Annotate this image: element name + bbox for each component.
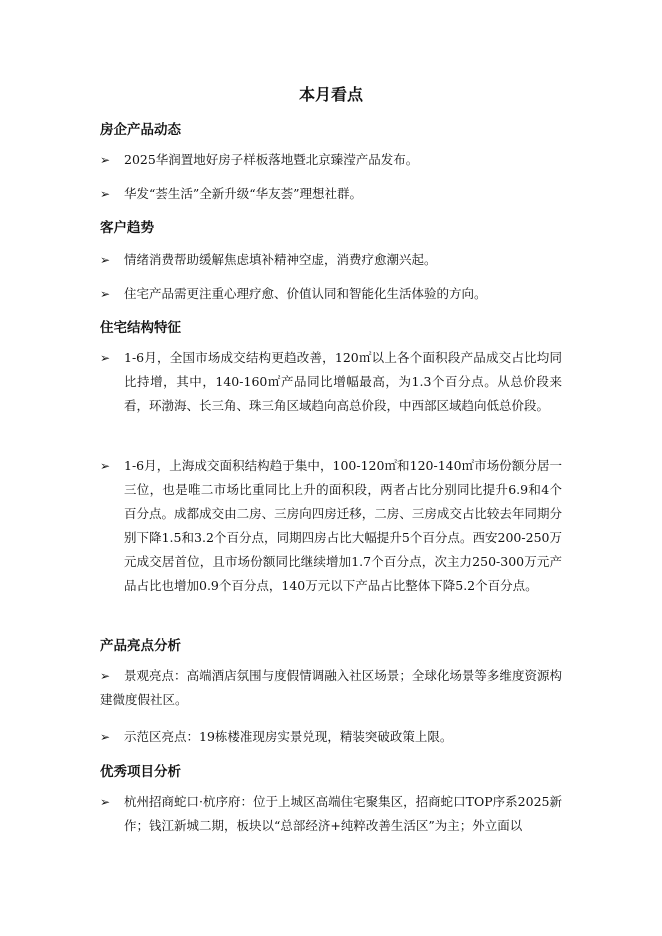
list-item: [100, 346, 562, 418]
list-item: [100, 454, 562, 598]
section-heading-project-analysis: 优秀项目分析: [100, 764, 181, 780]
bullet-arrow-icon: ➢: [100, 253, 111, 267]
bullet-arrow-icon: ➢: [100, 669, 111, 683]
bullet-arrow-icon: ➢: [100, 153, 111, 167]
list-item-text: 示范区亮点：19栋楼准现房实景兑现，精装突破政策上限。: [124, 729, 453, 744]
list-item-text: 2025华润置地好房子样板落地暨北京臻滢产品发布。: [124, 152, 419, 167]
page-title: 本月看点: [298, 85, 363, 104]
list-item-text: 华发“荟生活”全新升级“华友荟”理想社群。: [124, 186, 363, 201]
list-item-text: 1-6月，上海成交面积结构趋于集中，100-120㎡和120-140㎡市场份额分居一三位，也是唯二市场比重同比上升的面积段，两者占比分别同比提升6.9和4个百分点。成都成交由二房、三房向四房迁移，二房、三房成交占比较去年同期分别下降1.5和3.2个百分点，同期四房占比大幅提升5个百分点。西安200-250万元成交居首位，且市场份额同比继续增加1.7个百分点，次主力250-300万元产品占比也增加0.9个百分点，140万元以下产品占比整体下降5.2个百分点。: [124, 458, 562, 593]
list-item: [100, 725, 562, 749]
section-heading-housing-structure: 住宅结构特征: [100, 320, 181, 336]
bullet-arrow-icon: ➢: [100, 351, 111, 365]
list-item: [100, 664, 562, 712]
list-item-text: 住宅产品需更注重心理疗愈、价值认同和智能化生活体验的方向。: [124, 286, 487, 301]
section-heading-product-highlights: 产品亮点分析: [100, 638, 181, 654]
list-item-text: 1-6月，全国市场成交结构更趋改善，120㎡以上各个面积段产品成交占比均同比持增，其中，140-160㎡产品同比增幅最高，为1.3个百分点。从总价段来看，环渤海、长三角、珠三角区域趋向高总价段，中西部区域趋向低总价段。: [124, 350, 562, 413]
list-item: [100, 148, 562, 172]
bullet-arrow-icon: ➢: [100, 459, 111, 473]
list-item: [100, 248, 562, 272]
section-heading-customer-trends: 客户趋势: [100, 220, 154, 236]
bullet-arrow-icon: ➢: [100, 187, 111, 201]
list-item: [100, 282, 562, 306]
list-item-text: 情绪消费帮助缓解焦虑填补精神空虚，消费疗愈潮兴起。: [124, 252, 437, 267]
bullet-arrow-icon: ➢: [100, 287, 111, 301]
list-item: [100, 182, 562, 206]
list-item: [100, 790, 562, 838]
list-item-text: 景观亮点：高端酒店氛围与度假情调融入社区场景；全球化场景等多维度资源构建微度假社区。: [100, 668, 562, 707]
bullet-arrow-icon: ➢: [100, 730, 111, 744]
bullet-arrow-icon: ➢: [100, 795, 111, 809]
section-heading-developer-products: 房企产品动态: [100, 122, 181, 138]
list-item-text: 杭州招商蛇口·杭序府：位于上城区高端住宅聚集区，招商蛇口TOP序系2025新作；钱江新城二期，板块以“总部经济+纯粹改善生活区”为主；外立面以: [124, 794, 562, 833]
